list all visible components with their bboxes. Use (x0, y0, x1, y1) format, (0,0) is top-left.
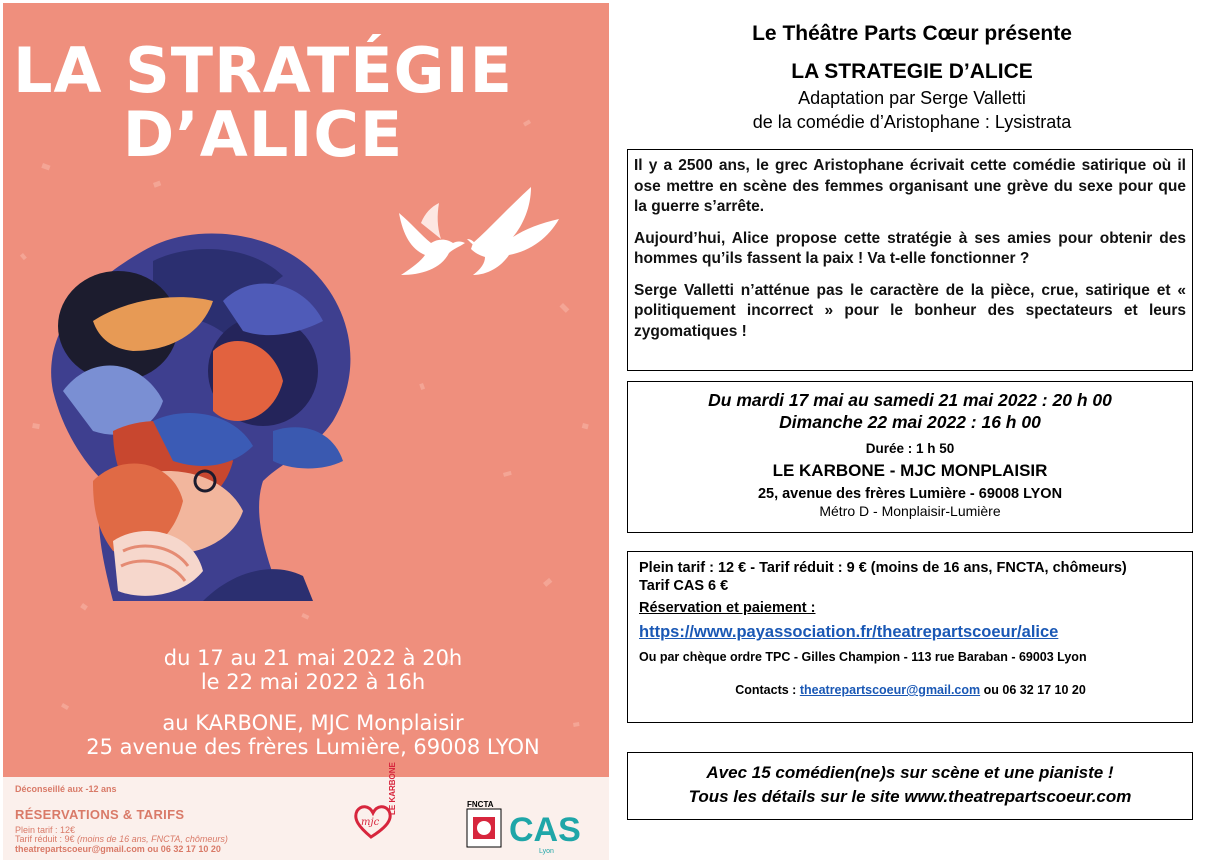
schedule-sunday: Dimanche 22 mai 2022 : 16 h 00 (779, 412, 1041, 432)
contacts-label: Contacts : (735, 683, 797, 697)
cas-logo-text: CAS (509, 811, 581, 849)
partner-logos (349, 762, 599, 857)
adaptation-line: Adaptation par Serge Valletti (798, 88, 1026, 108)
schedule-box (627, 381, 1193, 533)
tarif-reduit-note: (moins de 16 ans, FNCTA, chômeurs) (77, 834, 228, 844)
presents-line: Le Théâtre Parts Cœur présente (752, 22, 1072, 45)
age-warning: Déconseillé aux -12 ans (15, 784, 117, 794)
tarif-reduit-label: Tarif réduit : 9€ (15, 834, 75, 844)
reservations-title: RÉSERVATIONS & TARIFS (15, 807, 185, 822)
schedule-weekdays: Du mardi 17 mai au samedi 21 mai 2022 : 20 h 00 (708, 390, 1112, 410)
poster-title-line2: D’ALICE (122, 98, 404, 171)
poster-footer (3, 762, 609, 860)
fncta-logo-text: FNCTA (467, 800, 494, 809)
poster-contact: theatrepartscoeur@gmail.com ou 06 32 17 10 20 (15, 844, 221, 854)
cast-box (627, 752, 1193, 820)
metro-info: Métro D - Monplaisir-Lumière (819, 503, 1001, 519)
description-paragraph-1: Il y a 2500 ans, le grec Aristophane écrivait cette comédie satirique où il ose mettre en scène des femmes organisant une grève du sexe pour que la guerre s’arrête. (634, 157, 1186, 215)
price-line-cas: Tarif CAS 6 € (639, 578, 729, 594)
poster-title-line1: LA STRATÉGIE (13, 34, 513, 107)
poster-venue-line2: 25 avenue des frères Lumière, 69008 LYON (86, 735, 540, 759)
website-line: Tous les détails sur le site www.theatrepartscoeur.com (688, 787, 1132, 806)
poster-dates-line2: le 22 mai 2022 à 16h (200, 670, 426, 694)
show-header (612, 20, 1212, 134)
venue-address: 25, avenue des frères Lumière - 69008 LYON (757, 486, 1063, 502)
karbone-logo-text: LE KARBONE (388, 762, 397, 815)
reservation-label: Réservation et paiement : (639, 600, 816, 616)
mjc-logo-text: mjc (361, 817, 380, 828)
source-line: de la comédie d’Aristophane : Lysistrata (752, 112, 1072, 132)
fncta-logo (467, 800, 501, 847)
price-line-1: Plein tarif : 12 € - Tarif réduit : 9 € (moins de 16 ans, FNCTA, chômeurs) (639, 560, 1127, 576)
pricing-box (627, 551, 1193, 723)
contact-phone: ou 06 32 17 10 20 (983, 683, 1086, 697)
poster-dates-line1: du 17 au 21 mai 2022 à 20h (163, 646, 463, 670)
reservation-link[interactable]: https://www.payassociation.fr/theatrepartscoeur/alice (639, 623, 1059, 641)
description-box (627, 149, 1193, 371)
poster (3, 3, 609, 860)
venue-name: LE KARBONE - MJC MONPLAISIR (772, 461, 1048, 480)
doves-illustration (391, 183, 571, 293)
cheque-info: Ou par chèque ordre TPC - Gilles Champion - 113 rue Baraban - 69003 Lyon (639, 650, 1087, 664)
poster-venue-line1: au KARBONE, MJC Monplaisir (162, 711, 464, 735)
poster-dates (113, 646, 513, 694)
tarif-reduit (15, 834, 228, 844)
cas-logo (509, 811, 581, 855)
contact-email-link[interactable]: theatrepartscoeur@gmail.com (799, 683, 981, 697)
cas-logo-sub: Lyon (539, 848, 554, 855)
show-title: LA STRATEGIE D’ALICE (791, 60, 1033, 83)
silhouette-illustration (33, 231, 393, 601)
contacts-line (639, 683, 1182, 697)
poster-venue (43, 711, 583, 759)
description-paragraph-3: Serge Valletti n’atténue pas le caractère de la pièce, crue, satirique et « politiquement incorrect » pour le bonheur des spectateurs et leurs zygomatiques ! (634, 281, 1186, 340)
cast-line: Avec 15 comédien(ne)s sur scène et une pianiste ! (706, 763, 1114, 782)
description-paragraph-2: Aujourd’hui, Alice propose cette stratégie à ses amies pour obtenir des hommes qu’ils fassent la paix ! Va t-elle fonctionner ? (634, 229, 1186, 267)
poster-title (3, 34, 523, 171)
duration: Durée : 1 h 50 (865, 441, 955, 456)
plein-tarif: Plein tarif : 12€ (15, 825, 76, 835)
